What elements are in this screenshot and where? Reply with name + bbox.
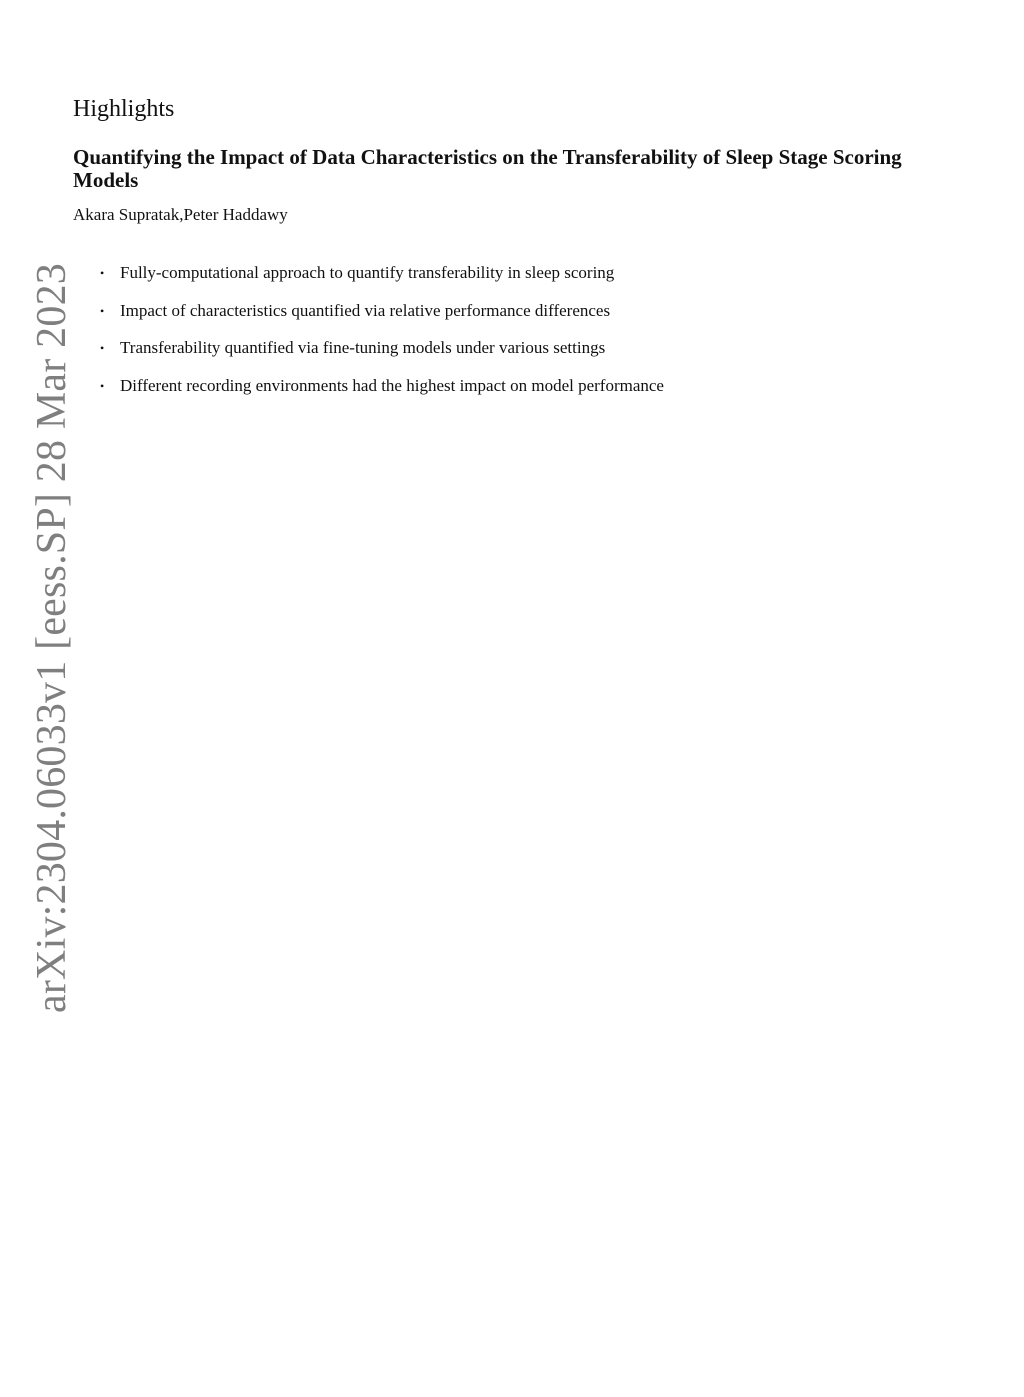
arxiv-identifier-stamp: arXiv:2304.06033v1 [eess.SP] 28 Mar 2023 <box>29 263 75 1013</box>
highlight-text: Transferability quantified via fine-tuning models under various settings <box>120 338 606 357</box>
bullet-icon: • <box>100 378 105 393</box>
highlight-text: Fully-computational approach to quantify transferability in sleep scoring <box>120 263 615 282</box>
bullet-icon: • <box>100 341 105 355</box>
highlights-heading: Highlights <box>73 96 175 122</box>
bullet-icon: • <box>100 303 105 318</box>
highlight-text: Impact of characteristics quantified via relative performance differences <box>120 300 611 320</box>
highlight-item <box>100 376 664 414</box>
highlight-item <box>100 263 664 301</box>
bullet-icon: • <box>100 266 105 280</box>
highlight-text: Different recording environments had the highest impact on model performance <box>120 375 664 395</box>
author-list: Akara Supratak,Peter Haddawy <box>73 205 288 224</box>
highlight-item <box>100 338 664 376</box>
highlights-list <box>100 263 664 413</box>
highlight-item <box>100 301 664 339</box>
paper-title: Quantifying the Impact of Data Characteristics on the Transferability of Sleep Stage Scoring Models <box>73 145 902 192</box>
